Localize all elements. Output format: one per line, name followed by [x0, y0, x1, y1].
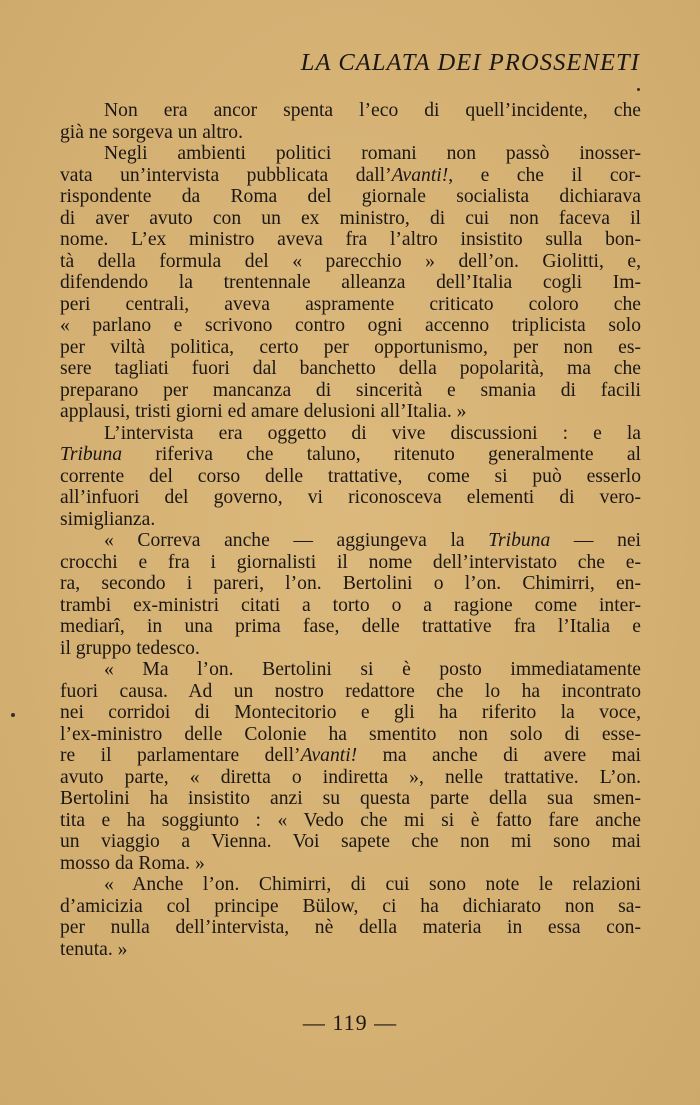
- text-run: tenuta. »: [60, 938, 128, 960]
- text-run: riferiva che taluno, ritenuto generalmente al: [122, 444, 641, 465]
- text-run: peri centrali, aveva aspramente criticato coloro che: [60, 293, 641, 315]
- text-line: [60, 122, 641, 144]
- text-line: [60, 208, 641, 230]
- text-run: Non era ancor spenta l’eco di quell’incidente, che: [104, 100, 641, 121]
- paper-speck: [11, 713, 15, 717]
- text-line: [60, 659, 641, 681]
- text-line: [60, 595, 641, 617]
- text-line: [60, 358, 641, 380]
- text-run: per viltà politica, certo per opportunismo, per non es-: [60, 336, 641, 358]
- body-text: [60, 100, 641, 960]
- text-line: [60, 853, 641, 875]
- text-run: corrente del corso delle trattative, come si può esserlo: [60, 465, 641, 487]
- text-line: [60, 186, 641, 208]
- text-line: [60, 896, 641, 918]
- text-run: — nei: [550, 530, 641, 551]
- text-line: [60, 810, 641, 832]
- text-line: [60, 143, 641, 165]
- text-run: , e che il cor-: [448, 164, 641, 186]
- text-line: [60, 702, 641, 724]
- text-line: [60, 552, 641, 574]
- text-run: per nulla dell’intervista, nè della materia in essa con-: [60, 917, 641, 938]
- text-run: preparano per mancanza di sincerità e smania di facili: [60, 379, 641, 401]
- text-line: [60, 251, 641, 273]
- text-line: [60, 444, 641, 466]
- text-run: all’infuori del governo, vi riconosceva elementi di vero-: [60, 487, 641, 508]
- text-run: ma anche di avere mai: [357, 745, 641, 766]
- text-run: difendendo la trentennale alleanza dell’Italia cogli Im-: [60, 272, 641, 293]
- text-line: [60, 724, 641, 746]
- text-run: di aver avuto con un ex ministro, di cui non faceva il: [60, 207, 641, 229]
- text-run: ra, secondo i pareri, l’on. Bertolini o l’on. Chimirri, en-: [60, 573, 641, 594]
- text-run: sere tagliati fuori dal banchetto della popolarità, ma che: [60, 358, 641, 379]
- text-line: [60, 874, 641, 896]
- paper-speck: [637, 88, 640, 91]
- text-run: d’amicizia col principe Bülow, ci ha dichiarato non sa-: [60, 895, 641, 917]
- text-run: tà della formula del « parecchio » dell’on. Giolitti, e,: [60, 250, 641, 272]
- text-line: [60, 509, 641, 531]
- text-run: un viaggio a Vienna. Voi sapete che non mi sono mai: [60, 831, 641, 852]
- text-line: [60, 939, 641, 961]
- text-run: « Ma l’on. Bertolini si è posto immediatamente: [104, 659, 641, 680]
- text-run: avuto parte, « diretta o indiretta », nelle trattative. L’on.: [60, 766, 641, 788]
- text-run: « parlano e scrivono contro ogni accenno triplicista solo: [60, 315, 641, 336]
- text-line: [60, 831, 641, 853]
- text-line: [60, 315, 641, 337]
- text-run: applausi, tristi giorni ed amare delusioni all’Italia. »: [60, 401, 467, 422]
- text-line: [60, 229, 641, 251]
- text-line: [60, 638, 641, 660]
- text-line: [60, 380, 641, 402]
- text-run: l’ex-ministro delle Colonie ha smentito non solo di esse-: [60, 723, 641, 745]
- text-line: [60, 165, 641, 187]
- text-line: [60, 294, 641, 316]
- text-line: [60, 401, 641, 423]
- text-run: nei corridoi di Montecitorio e gli ha riferito la voce,: [60, 702, 641, 723]
- text-run: mediarî, in una prima fase, delle trattative fra l’Italia e: [60, 616, 641, 637]
- text-run: Bertolini ha insistito anzi su questa parte della sua smen-: [60, 788, 641, 809]
- text-line: [60, 573, 641, 595]
- text-line: [60, 788, 641, 810]
- text-line: [60, 745, 641, 767]
- text-run: trambi ex-ministri citati a torto o a ragione come inter-: [60, 594, 641, 616]
- text-run: tita e ha soggiunto : « Vedo che mi si è fatto fare anche: [60, 809, 641, 831]
- text-run: Negli ambienti politici romani non passò inosser-: [104, 143, 641, 164]
- text-run: vata un’intervista pubblicata dall’: [60, 164, 392, 186]
- text-run: nome. L’ex ministro aveva fra l’altro insistito sulla bon-: [60, 229, 641, 250]
- text-run: L’intervista era oggetto di vive discussioni : e la: [104, 422, 641, 444]
- text-run: mosso da Roma. »: [60, 852, 205, 874]
- text-line: [60, 487, 641, 509]
- text-run: rispondente da Roma del giornale socialista dichiarava: [60, 186, 641, 207]
- text-run: « Anche l’on. Chimirri, di cui sono note le relazioni: [104, 874, 641, 895]
- text-line: [60, 767, 641, 789]
- text-run: « Correva anche — aggiungeva la: [104, 530, 489, 551]
- running-head: LA CALATA DEI PROSSENETI: [300, 49, 640, 76]
- italic-title: Tribuna: [488, 530, 551, 551]
- text-run: già ne sorgeva un altro.: [60, 121, 244, 143]
- text-line: [60, 530, 641, 552]
- text-line: [60, 616, 641, 638]
- text-run: re il parlamentare dell’: [60, 745, 301, 766]
- text-line: [60, 337, 641, 359]
- page-number: — 119 —: [302, 1010, 398, 1035]
- text-run: fuori causa. Ad un nostro redattore che lo ha incontrato: [60, 680, 641, 702]
- text-line: [60, 423, 641, 445]
- text-line: [60, 466, 641, 488]
- text-line: [60, 272, 641, 294]
- text-line: [60, 681, 641, 703]
- italic-title: Tribuna: [60, 444, 123, 465]
- text-line: [60, 917, 641, 939]
- text-run: simiglianza.: [60, 508, 156, 530]
- italic-title: Avanti!: [391, 164, 449, 186]
- italic-title: Avanti!: [300, 745, 358, 766]
- text-run: crocchi e fra i giornalisti il nome dell’intervistato che e-: [60, 551, 641, 573]
- text-line: [60, 100, 641, 122]
- text-run: il gruppo tedesco.: [60, 637, 200, 659]
